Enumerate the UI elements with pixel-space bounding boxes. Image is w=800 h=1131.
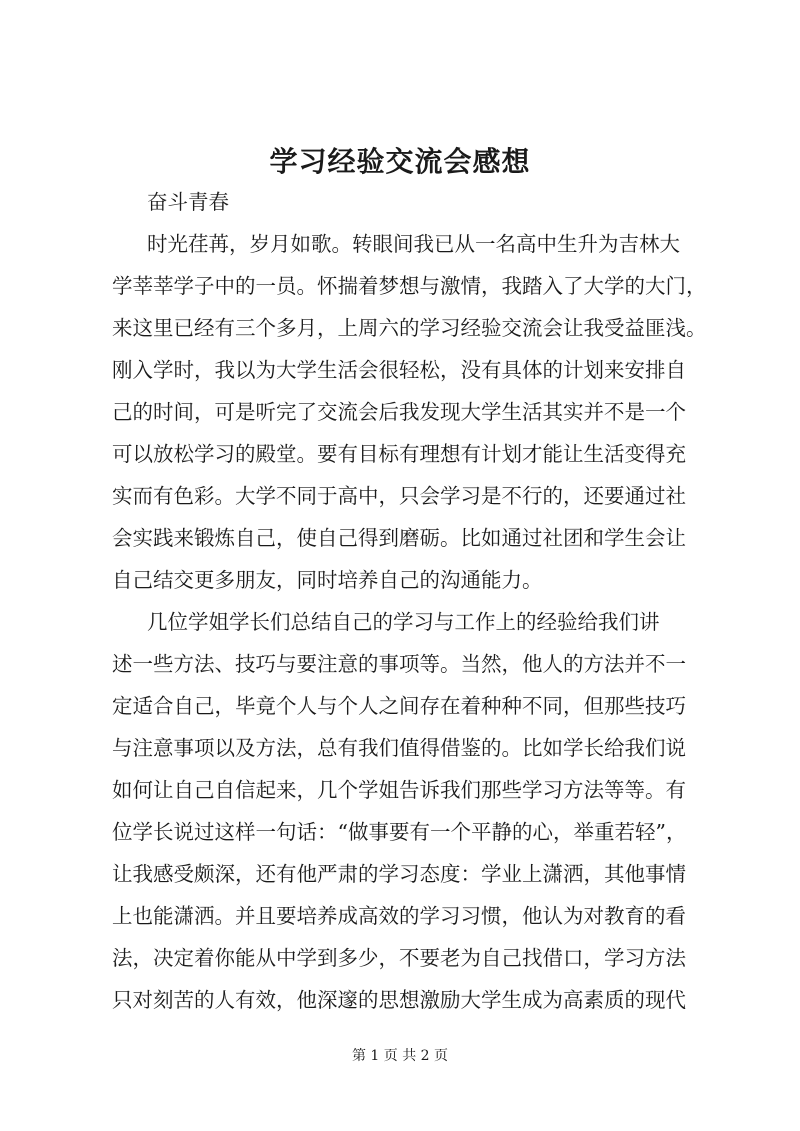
- paragraph-line: 时光荏苒，岁月如歌。转眼间我已从一名高中生升为吉林大: [147, 232, 680, 256]
- author-line: 奋斗青春: [147, 190, 229, 214]
- page-number-footer: 第 1 页 共 2 页: [351, 1048, 449, 1064]
- paragraph-line: 法，决定着你能从中学到多少，不要老为自己找借口，学习方法: [112, 946, 686, 970]
- paragraph-line: 如何让自己自信起来，几个学姐告诉我们那些学习方法等等。有: [112, 778, 686, 802]
- paragraph-line: 实而有色彩。大学不同于高中，只会学习是不行的，还要通过社: [112, 484, 686, 508]
- paragraph-line: 位学长说过这样一句话：“做事要有一个平静的心，举重若轻”，: [112, 820, 687, 844]
- paragraph-line: 可以放松学习的殿堂。要有目标有理想有计划才能让生活变得充: [112, 442, 686, 466]
- paragraph-line: 与注意事项以及方法，总有我们值得借鉴的。比如学长给我们说: [112, 736, 686, 760]
- paragraph-line: 定适合自己，毕竟个人与个人之间存在着种种不同，但那些技巧: [112, 694, 686, 718]
- paragraph-line: 自己结交更多朋友，同时培养自己的沟通能力。: [112, 568, 543, 592]
- paragraph-line: 刚入学时，我以为大学生活会很轻松，没有具体的计划来安排自: [112, 358, 686, 382]
- paragraph-line: 会实践来锻炼自己，使自己得到磨砺。比如通过社团和学生会让: [112, 526, 686, 550]
- paragraph-line: 学莘莘学子中的一员。怀揣着梦想与激情，我踏入了大学的大门，: [112, 274, 707, 298]
- paragraph-line: 让我感受颇深，还有他严肃的学习态度：学业上潇洒，其他事情: [112, 862, 686, 886]
- paragraph-line: 几位学姐学长们总结自己的学习与工作上的经验给我们讲: [147, 610, 660, 634]
- paragraph-line: 上也能潇洒。并且要培养成高效的学习习惯，他认为对教育的看: [112, 904, 686, 928]
- paragraph-line: 己的时间，可是听完了交流会后我发现大学生活其实并不是一个: [112, 400, 686, 424]
- paragraph-line: 只对刻苦的人有效，他深邃的思想激励大学生成为高素质的现代: [112, 988, 686, 1012]
- paragraph-line: 来这里已经有三个多月，上周六的学习经验交流会让我受益匪浅。: [112, 316, 707, 340]
- paragraph-line: 述一些方法、技巧与要注意的事项等。当然，他人的方法并不一: [112, 652, 686, 676]
- document-title: 学习经验交流会感想: [269, 145, 531, 178]
